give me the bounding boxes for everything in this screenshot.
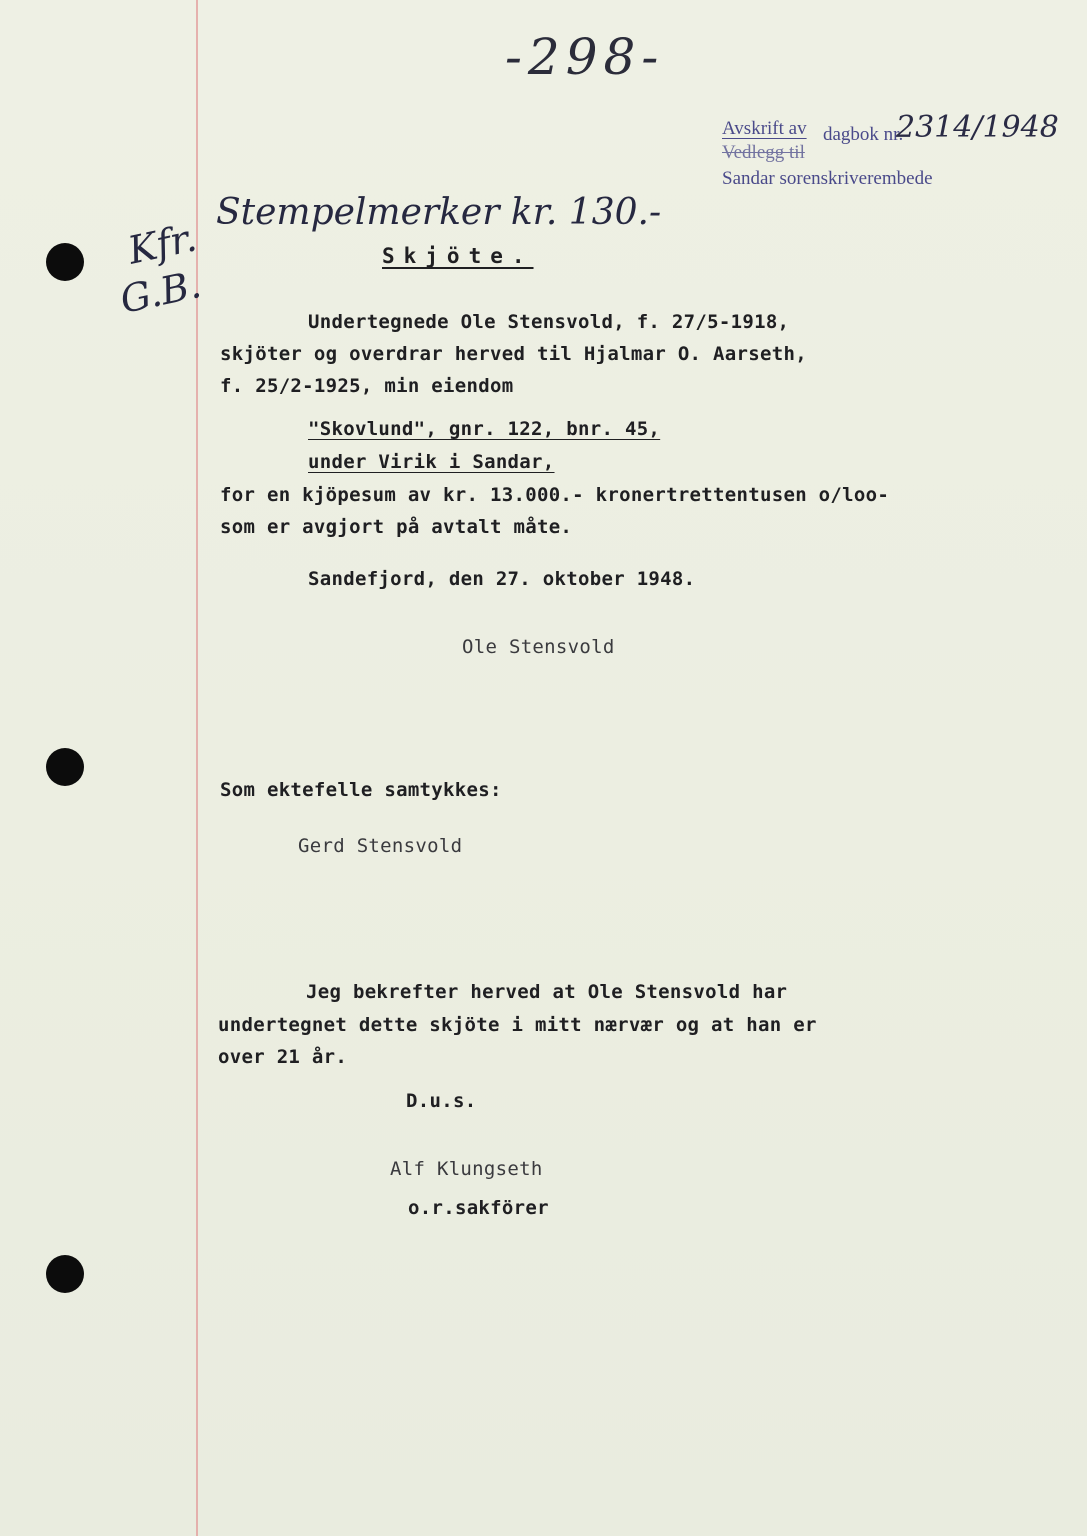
signature-ole-stensvold: Ole Stensvold: [462, 636, 615, 658]
witness-line2: undertegnet dette skjöte i mitt nærvær og at han er: [218, 1014, 817, 1036]
body-p1-line2: skjöter og overdrar herved til Hjalmar O. Aarseth,: [220, 343, 807, 365]
punch-hole-bottom: [46, 1255, 84, 1293]
page-number: -298-: [505, 28, 665, 86]
witness-line1: Jeg bekrefter herved at Ole Stensvold har: [306, 981, 788, 1003]
margin-note-initials: G.B.: [116, 262, 205, 322]
punch-hole-middle: [46, 748, 84, 786]
body-p1-line1: Undertegnede Ole Stensvold, f. 27/5-1918,: [308, 311, 790, 333]
stamp-dagbok-number: 2314/1948: [896, 110, 1059, 145]
place-date: Sandefjord, den 27. oktober 1948.: [308, 568, 696, 590]
stamp-duty-note: Stempelmerker kr. 130.-: [216, 192, 662, 233]
property-line1: "Skovlund", gnr. 122, bnr. 45,: [308, 418, 661, 440]
margin-note-kfr: Kfr.: [124, 215, 201, 273]
stamp-office: Sandar sorenskriverembede: [722, 168, 933, 189]
signature-alf-klungseth: Alf Klungseth: [390, 1158, 543, 1180]
document-title: Skjöte.: [382, 244, 534, 268]
signature-title: o.r.sakförer: [408, 1197, 549, 1219]
margin-rule: [196, 0, 198, 1536]
punch-hole-top: [46, 243, 84, 281]
body-p2-line1: for en kjöpesum av kr. 13.000.- kronertrettentusen o/loo-: [220, 484, 890, 506]
stamp-vedlegg: Vedlegg til: [722, 142, 805, 163]
stamp-dagbok: dagbok nr.: [823, 124, 904, 145]
property-line2: under Virik i Sandar,: [308, 451, 555, 473]
consent-line: Som ektefelle samtykkes:: [220, 779, 502, 801]
signature-gerd-stensvold: Gerd Stensvold: [298, 835, 463, 857]
stamp-avskrift: Avskrift av: [722, 118, 807, 139]
witness-line3: over 21 år.: [218, 1046, 348, 1068]
body-p2-line2: som er avgjort på avtalt måte.: [220, 516, 573, 538]
dus-abbreviation: D.u.s.: [406, 1090, 477, 1112]
body-p1-line3: f. 25/2-1925, min eiendom: [220, 375, 514, 397]
